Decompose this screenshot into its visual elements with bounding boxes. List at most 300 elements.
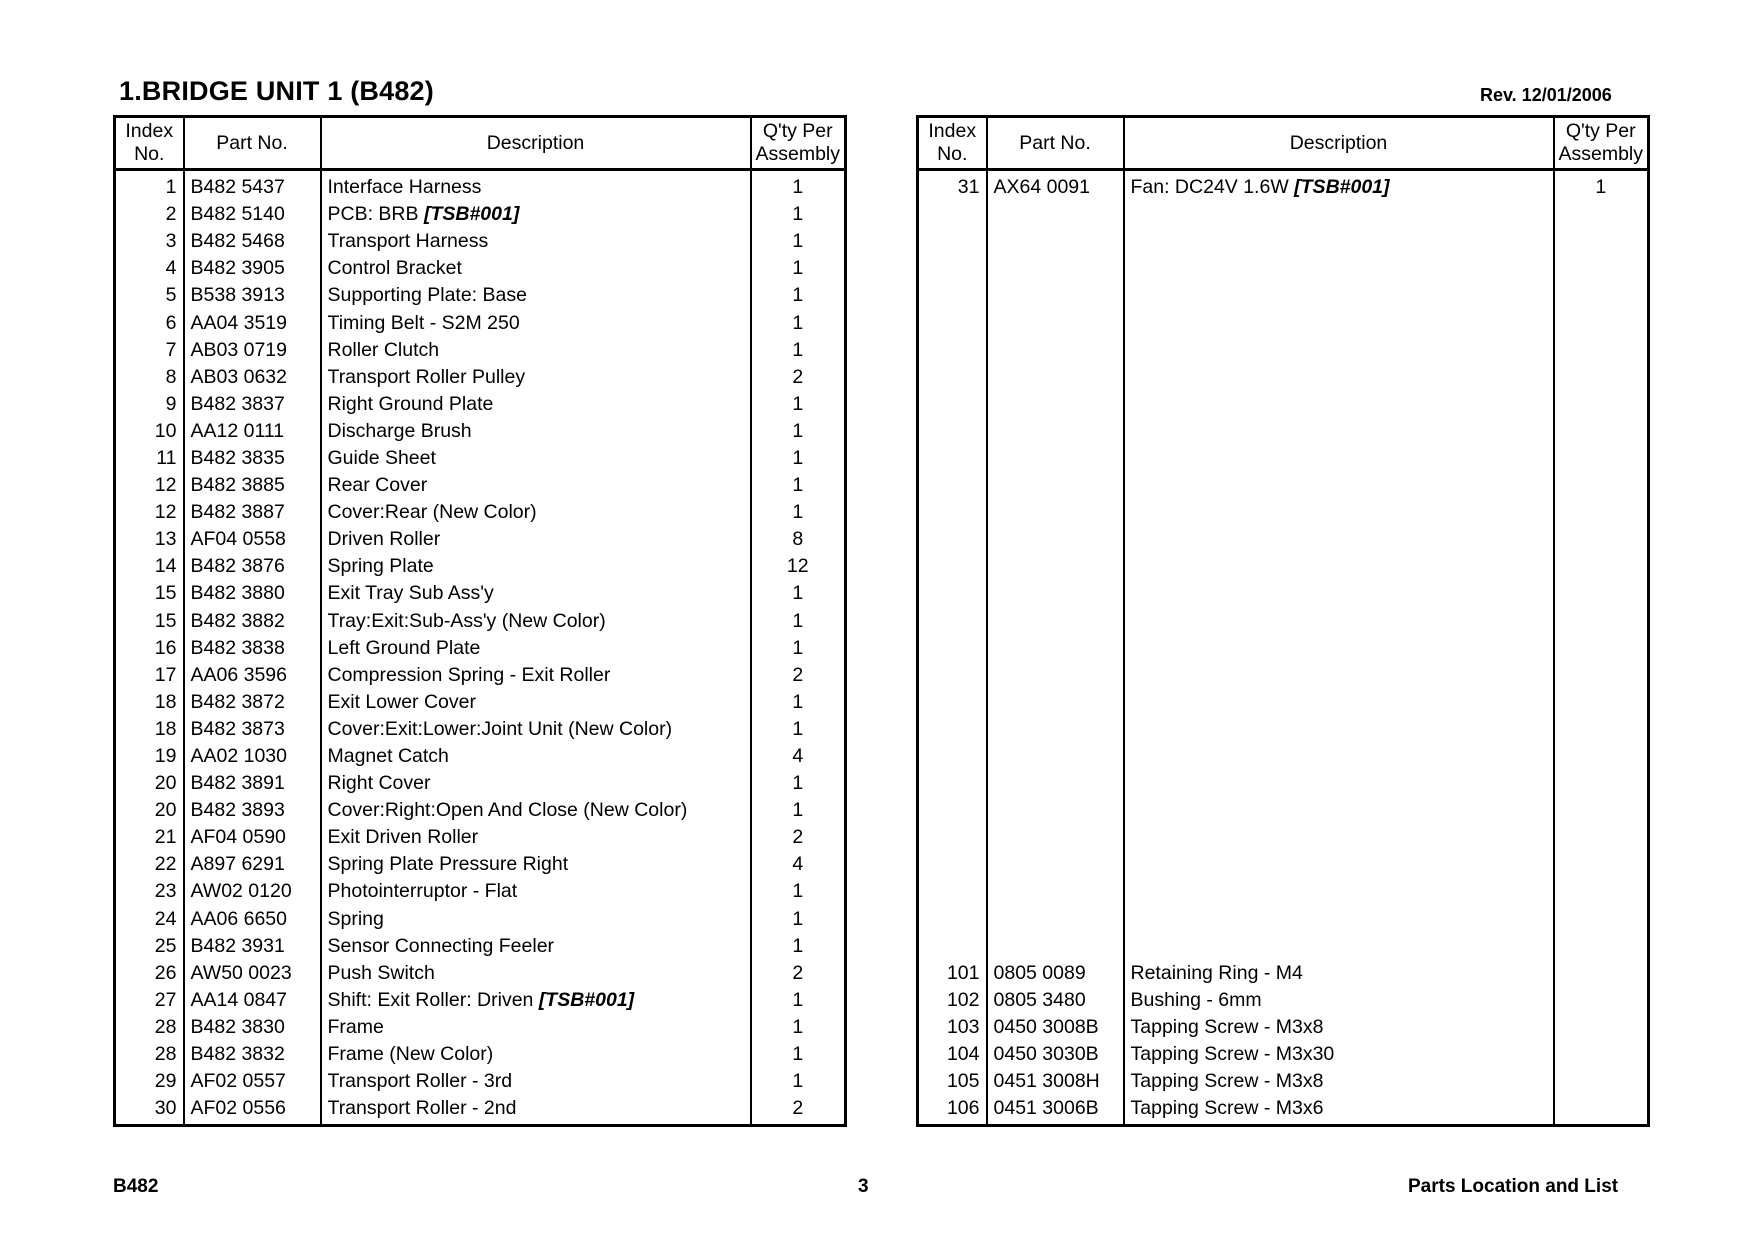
description-text: Tapping Screw - M3x30: [1130, 1043, 1335, 1066]
quantity-cell: [1554, 364, 1649, 391]
index-cell: 31: [918, 170, 987, 202]
quantity-cell: 1: [751, 608, 846, 635]
table-row: [115, 689, 846, 716]
table-row: [115, 445, 846, 472]
description-text: Transport Roller - 3rd: [327, 1070, 513, 1093]
index-header: [918, 117, 987, 170]
part-number-cell: AW50 0023: [184, 960, 321, 987]
quantity-cell: 1: [751, 337, 846, 364]
part-number-cell: B538 3913: [184, 282, 321, 309]
index-cell: 17: [115, 662, 184, 689]
index-cell: 19: [115, 743, 184, 770]
table-row: [918, 499, 1649, 526]
index-cell: [918, 553, 987, 580]
description-cell: [321, 770, 751, 797]
part-number-cell: [987, 608, 1124, 635]
description-text: Exit Driven Roller: [327, 826, 479, 849]
quantity-cell: 2: [751, 1095, 846, 1126]
part-number-cell: B482 5468: [184, 228, 321, 255]
index-cell: [918, 418, 987, 445]
quantity-cell: 1: [751, 255, 846, 282]
index-cell: [918, 228, 987, 255]
description-cell: [321, 689, 751, 716]
table-row: [918, 906, 1649, 933]
part-number-cell: B482 3882: [184, 608, 321, 635]
quantity-cell: 1: [751, 878, 846, 905]
quantity-cell: 1: [751, 635, 846, 662]
part-number-cell: B482 3835: [184, 445, 321, 472]
description-header: Description: [1124, 117, 1554, 170]
description-text: Exit Lower Cover: [327, 690, 476, 713]
index-cell: 22: [115, 851, 184, 878]
description-cell: [321, 824, 751, 851]
index-cell: [918, 608, 987, 635]
quantity-cell: 1: [751, 770, 846, 797]
description-cell: [321, 391, 751, 418]
description-text: Frame: [327, 1015, 384, 1038]
table-row: [918, 743, 1649, 770]
description-cell: [1124, 553, 1554, 580]
part-no-header: Part No.: [184, 117, 321, 170]
quantity-cell: 8: [751, 526, 846, 553]
quantity-cell: [1554, 608, 1649, 635]
index-cell: 12: [115, 499, 184, 526]
quantity-cell: 1: [751, 1068, 846, 1095]
description-cell: [1124, 472, 1554, 499]
part-number-cell: AA02 1030: [184, 743, 321, 770]
description-cell: [1124, 1014, 1554, 1041]
quantity-cell: [1554, 580, 1649, 607]
table-row: [115, 608, 846, 635]
description-text: Guide Sheet: [327, 446, 436, 469]
description-cell: [321, 282, 751, 309]
description-text: Sensor Connecting Feeler: [327, 934, 555, 957]
quantity-cell: 1: [751, 933, 846, 960]
part-number-cell: 0805 3480: [987, 987, 1124, 1014]
table-row: [115, 580, 846, 607]
table-row: [918, 1041, 1649, 1068]
description-cell: [321, 228, 751, 255]
part-number-cell: AA06 6650: [184, 906, 321, 933]
part-number-cell: [987, 445, 1124, 472]
quantity-cell: 1: [751, 689, 846, 716]
index-cell: 11: [115, 445, 184, 472]
table-row: [115, 337, 846, 364]
description-cell: [321, 1095, 751, 1126]
description-text: Magnet Catch: [327, 745, 449, 768]
quantity-cell: [1554, 933, 1649, 960]
description-cell: [321, 472, 751, 499]
header-row: [918, 117, 1649, 170]
description-cell: [1124, 309, 1554, 336]
index-cell: [918, 201, 987, 228]
index-header-line1: Index: [125, 120, 174, 142]
qty-header-line1: Q'ty Per: [762, 120, 833, 142]
description-text: Spring: [327, 907, 384, 930]
table-row: [115, 906, 846, 933]
part-number-cell: [987, 553, 1124, 580]
table-row: [115, 1068, 846, 1095]
index-cell: 10: [115, 418, 184, 445]
part-number-cell: B482 3931: [184, 933, 321, 960]
table-row: [918, 337, 1649, 364]
index-cell: 104: [918, 1041, 987, 1068]
part-number-cell: B482 3872: [184, 689, 321, 716]
description-cell: [1124, 255, 1554, 282]
description-text: Frame (New Color): [327, 1043, 494, 1066]
description-cell: [321, 635, 751, 662]
description-cell: [1124, 1095, 1554, 1126]
index-cell: [918, 770, 987, 797]
part-number-cell: 0450 3008B: [987, 1014, 1124, 1041]
table-row: [115, 933, 846, 960]
quantity-cell: [1554, 960, 1649, 987]
index-cell: 28: [115, 1014, 184, 1041]
part-number-cell: AA06 3596: [184, 662, 321, 689]
part-number-cell: [987, 526, 1124, 553]
index-cell: 15: [115, 580, 184, 607]
description-cell: [1124, 201, 1554, 228]
index-cell: 18: [115, 689, 184, 716]
table-row: [918, 662, 1649, 689]
quantity-cell: 1: [751, 906, 846, 933]
table-row: [918, 228, 1649, 255]
index-cell: [918, 580, 987, 607]
part-number-cell: AB03 0632: [184, 364, 321, 391]
description-cell: [1124, 716, 1554, 743]
description-cell: [1124, 987, 1554, 1014]
tsb-reference: [TSB#001]: [1294, 176, 1390, 199]
index-cell: 6: [115, 309, 184, 336]
index-cell: [918, 445, 987, 472]
index-cell: 20: [115, 797, 184, 824]
part-number-cell: [987, 337, 1124, 364]
table-row: [115, 960, 846, 987]
description-text: Discharge Brush: [327, 419, 472, 442]
description-cell: [321, 1041, 751, 1068]
table-row: [918, 553, 1649, 580]
part-number-cell: AA14 0847: [184, 987, 321, 1014]
quantity-cell: [1554, 1041, 1649, 1068]
quantity-cell: 1: [751, 418, 846, 445]
description-cell: [321, 580, 751, 607]
part-number-cell: [987, 201, 1124, 228]
quantity-cell: 4: [751, 743, 846, 770]
description-text: Exit Tray Sub Ass'y: [327, 582, 494, 605]
index-cell: [918, 689, 987, 716]
part-number-cell: [987, 580, 1124, 607]
description-cell: [321, 309, 751, 336]
part-number-cell: AF04 0590: [184, 824, 321, 851]
table-row: [918, 1068, 1649, 1095]
description-cell: [321, 418, 751, 445]
description-text: Transport Roller Pulley: [327, 365, 526, 388]
quantity-cell: 1: [1554, 170, 1649, 202]
part-number-cell: [987, 364, 1124, 391]
table-row: [918, 580, 1649, 607]
description-text: Driven Roller: [327, 528, 441, 551]
description-cell: [321, 716, 751, 743]
description-text: Transport Harness: [327, 230, 489, 253]
description-cell: [321, 960, 751, 987]
description-cell: [1124, 337, 1554, 364]
description-cell: [321, 526, 751, 553]
description-text: Photointerruptor - Flat: [327, 880, 518, 903]
part-number-cell: [987, 228, 1124, 255]
table-row: [918, 170, 1649, 202]
description-cell: [321, 933, 751, 960]
description-cell: [321, 743, 751, 770]
index-cell: 20: [115, 770, 184, 797]
part-number-cell: 0451 3006B: [987, 1095, 1124, 1126]
index-cell: 13: [115, 526, 184, 553]
part-number-cell: 0451 3008H: [987, 1068, 1124, 1095]
table-row: [918, 282, 1649, 309]
description-text: Spring Plate: [327, 555, 434, 578]
description-text: Cover:Exit:Lower:Joint Unit (New Color): [327, 717, 673, 740]
quantity-cell: 1: [751, 228, 846, 255]
part-no-header: Part No.: [987, 117, 1124, 170]
part-number-cell: [987, 770, 1124, 797]
index-cell: 12: [115, 472, 184, 499]
part-number-cell: [987, 282, 1124, 309]
part-number-cell: AB03 0719: [184, 337, 321, 364]
index-cell: 16: [115, 635, 184, 662]
index-cell: 106: [918, 1095, 987, 1126]
description-cell: [321, 662, 751, 689]
description-text: Tapping Screw - M3x8: [1130, 1070, 1324, 1093]
part-number-cell: B482 3876: [184, 553, 321, 580]
table-row: [115, 716, 846, 743]
qty-header-line2: Assembly: [1558, 143, 1644, 165]
part-number-cell: [987, 933, 1124, 960]
index-cell: 1: [115, 170, 184, 202]
table-row: [115, 391, 846, 418]
part-number-cell: B482 3838: [184, 635, 321, 662]
index-cell: [918, 337, 987, 364]
quantity-cell: [1554, 716, 1649, 743]
index-cell: 23: [115, 878, 184, 905]
quantity-cell: 1: [751, 391, 846, 418]
parts-table-left: [113, 115, 847, 1127]
description-cell: [321, 364, 751, 391]
part-number-cell: 0805 0089: [987, 960, 1124, 987]
quantity-cell: [1554, 770, 1649, 797]
quantity-cell: [1554, 743, 1649, 770]
index-cell: [918, 716, 987, 743]
description-text: Supporting Plate: Base: [327, 284, 527, 307]
index-cell: [918, 878, 987, 905]
description-text: Push Switch: [327, 961, 435, 984]
quantity-cell: 2: [751, 364, 846, 391]
index-cell: [918, 526, 987, 553]
page-title: 1.BRIDGE UNIT 1 (B482): [119, 76, 434, 106]
part-number-cell: [987, 878, 1124, 905]
table-row: [115, 851, 846, 878]
quantity-cell: [1554, 391, 1649, 418]
quantity-cell: 1: [751, 445, 846, 472]
index-cell: [918, 635, 987, 662]
index-header-line2: No.: [937, 143, 968, 165]
description-cell: [321, 797, 751, 824]
quantity-cell: [1554, 1014, 1649, 1041]
description-cell: [321, 851, 751, 878]
description-cell: [321, 337, 751, 364]
quantity-cell: [1554, 689, 1649, 716]
table-row: [918, 364, 1649, 391]
quantity-cell: [1554, 1068, 1649, 1095]
index-cell: 26: [115, 960, 184, 987]
quantity-cell: 4: [751, 851, 846, 878]
description-cell: [1124, 228, 1554, 255]
description-text: Fan: DC24V 1.6W: [1130, 176, 1295, 199]
part-number-cell: [987, 635, 1124, 662]
part-number-cell: B482 3891: [184, 770, 321, 797]
index-cell: [918, 906, 987, 933]
table-row: [918, 987, 1649, 1014]
quantity-cell: 1: [751, 170, 846, 202]
description-cell: [321, 170, 751, 202]
quantity-cell: [1554, 662, 1649, 689]
index-cell: [918, 933, 987, 960]
index-cell: 101: [918, 960, 987, 987]
description-text: Compression Spring - Exit Roller: [327, 663, 611, 686]
index-cell: 27: [115, 987, 184, 1014]
revision-date: Rev. 12/01/2006: [1480, 85, 1612, 105]
part-number-cell: AF02 0556: [184, 1095, 321, 1126]
index-cell: 29: [115, 1068, 184, 1095]
page-number: 3: [858, 1176, 869, 1197]
part-number-cell: [987, 851, 1124, 878]
tsb-reference: [TSB#001]: [538, 988, 635, 1011]
quantity-cell: [1554, 797, 1649, 824]
part-number-cell: B482 3873: [184, 716, 321, 743]
description-cell: [1124, 851, 1554, 878]
description-cell: [1124, 635, 1554, 662]
qty-header-line2: Assembly: [755, 143, 841, 165]
part-number-cell: [987, 255, 1124, 282]
index-cell: 21: [115, 824, 184, 851]
quantity-cell: [1554, 282, 1649, 309]
part-number-cell: B482 5437: [184, 170, 321, 202]
description-text: Retaining Ring - M4: [1130, 961, 1303, 984]
table-row: [918, 309, 1649, 336]
description-cell: [1124, 608, 1554, 635]
part-number-cell: AF02 0557: [184, 1068, 321, 1095]
description-text: Transport Roller - 2nd: [327, 1097, 517, 1120]
part-number-cell: B482 3905: [184, 255, 321, 282]
index-cell: 8: [115, 364, 184, 391]
part-number-cell: AX64 0091: [987, 170, 1124, 202]
part-number-cell: [987, 743, 1124, 770]
quantity-cell: [1554, 906, 1649, 933]
description-cell: [1124, 689, 1554, 716]
description-text: Spring Plate Pressure Right: [327, 853, 569, 876]
description-cell: [1124, 1041, 1554, 1068]
quantity-cell: 1: [751, 797, 846, 824]
index-cell: 14: [115, 553, 184, 580]
part-number-cell: AF04 0558: [184, 526, 321, 553]
description-cell: [1124, 743, 1554, 770]
table-row: [115, 364, 846, 391]
quantity-cell: [1554, 526, 1649, 553]
part-number-cell: [987, 662, 1124, 689]
part-number-cell: B482 3832: [184, 1041, 321, 1068]
description-cell: [321, 1068, 751, 1095]
quantity-cell: 2: [751, 960, 846, 987]
part-number-cell: [987, 797, 1124, 824]
part-number-cell: [987, 499, 1124, 526]
index-cell: [918, 499, 987, 526]
part-number-cell: [987, 391, 1124, 418]
index-cell: 102: [918, 987, 987, 1014]
part-number-cell: B482 3830: [184, 1014, 321, 1041]
quantity-cell: [1554, 1095, 1649, 1126]
index-cell: [918, 797, 987, 824]
qty-header-line1: Q'ty Per: [1565, 120, 1636, 142]
description-cell: [321, 1014, 751, 1041]
quantity-cell: [1554, 824, 1649, 851]
quantity-cell: 1: [751, 580, 846, 607]
quantity-cell: [1554, 309, 1649, 336]
description-text: Shift: Exit Roller: Driven: [327, 988, 539, 1011]
table-row: [115, 662, 846, 689]
description-cell: [1124, 170, 1554, 202]
part-number-cell: [987, 906, 1124, 933]
part-number-cell: [987, 689, 1124, 716]
quantity-cell: [1554, 499, 1649, 526]
index-cell: [918, 472, 987, 499]
quantity-cell: 12: [751, 553, 846, 580]
table-row: [115, 418, 846, 445]
table-row: [115, 282, 846, 309]
table-row: [115, 743, 846, 770]
quantity-cell: 1: [751, 282, 846, 309]
description-text: Rear Cover: [327, 474, 428, 497]
part-number-cell: B482 5140: [184, 201, 321, 228]
table-row: [115, 526, 846, 553]
quantity-cell: [1554, 337, 1649, 364]
part-number-cell: B482 3885: [184, 472, 321, 499]
description-cell: [321, 255, 751, 282]
table-row: [918, 960, 1649, 987]
quantity-cell: 2: [751, 824, 846, 851]
index-cell: 15: [115, 608, 184, 635]
quantity-cell: [1554, 635, 1649, 662]
index-cell: [918, 282, 987, 309]
part-number-cell: B482 3880: [184, 580, 321, 607]
quantity-cell: [1554, 418, 1649, 445]
description-cell: [1124, 878, 1554, 905]
description-text: Interface Harness: [327, 176, 482, 199]
part-number-cell: AA04 3519: [184, 309, 321, 336]
description-text: Cover:Rear (New Color): [327, 501, 537, 524]
description-cell: [1124, 499, 1554, 526]
index-cell: 28: [115, 1041, 184, 1068]
header-row: [115, 117, 846, 170]
quantity-cell: 1: [751, 1014, 846, 1041]
table-row: [918, 689, 1649, 716]
table-row: [115, 309, 846, 336]
part-number-cell: 0450 3030B: [987, 1041, 1124, 1068]
part-number-cell: [987, 824, 1124, 851]
quantity-cell: 1: [751, 716, 846, 743]
tsb-reference: [TSB#001]: [423, 203, 520, 226]
quantity-cell: 1: [751, 499, 846, 526]
qty-header: [751, 117, 846, 170]
quantity-cell: [1554, 851, 1649, 878]
table-row: [918, 255, 1649, 282]
